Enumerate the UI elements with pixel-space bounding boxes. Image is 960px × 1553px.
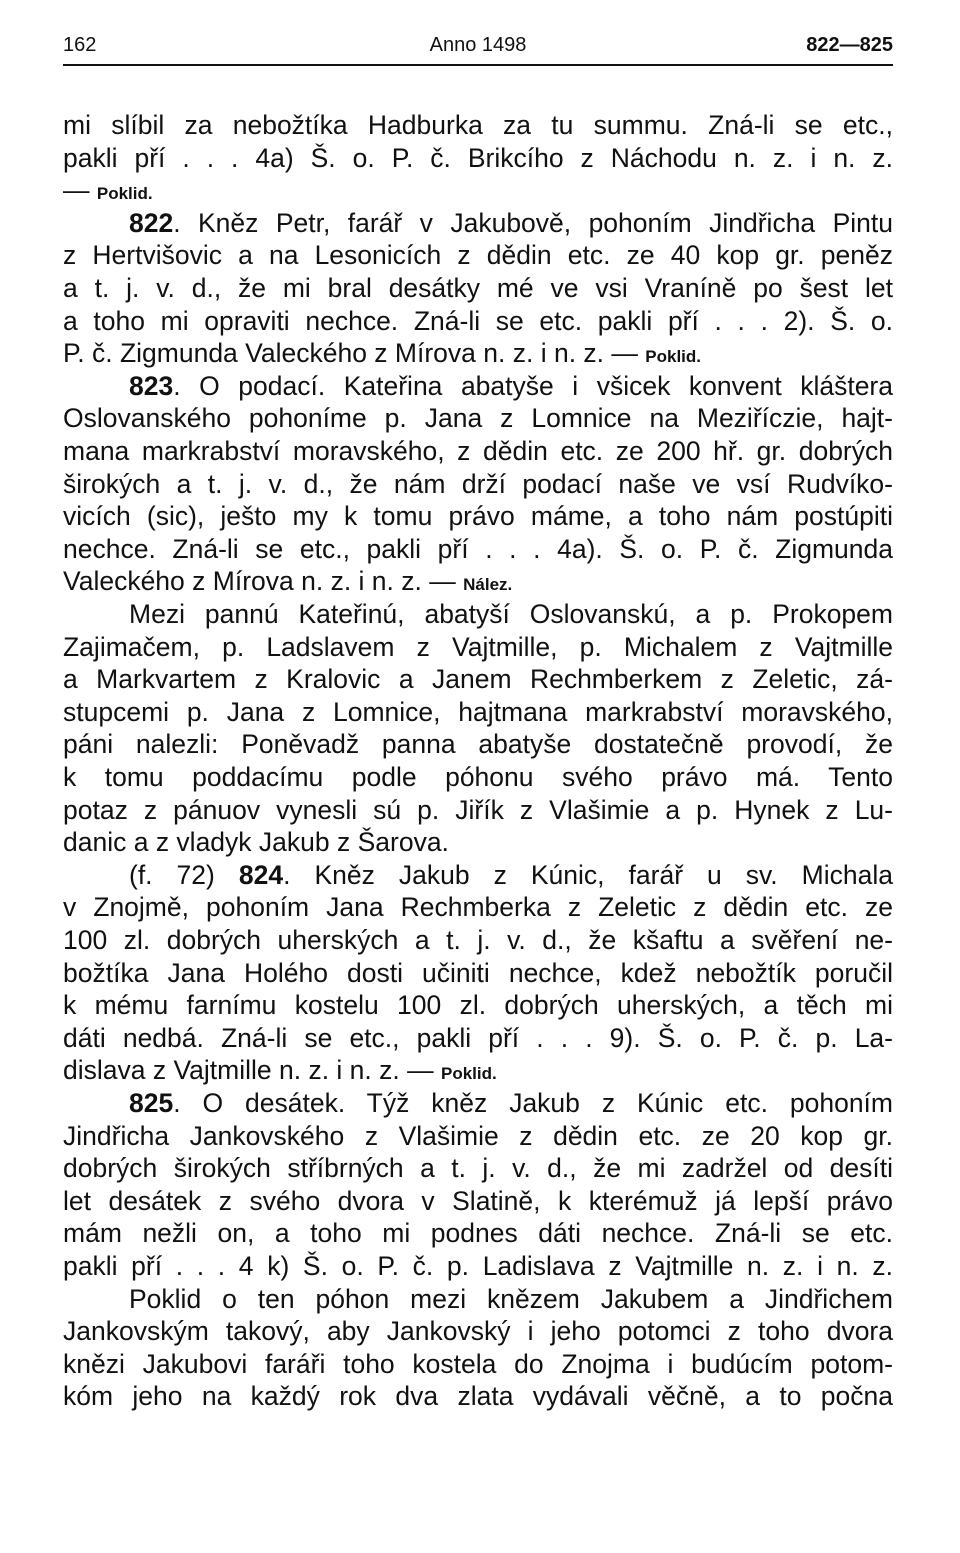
text-line [63,1186,893,1216]
text-line [63,1284,893,1314]
text-span: (f. 72) [129,859,239,890]
text-span: P. č. Zigmunda Valeckého z Mírova n. z. i n. z. — [63,338,646,369]
text-line [63,729,893,759]
text-span: Jankovským takový, aby Jankovský i jeho potomci z toho dvora [63,1316,893,1347]
text-span: knězi Jakubovi faráři toho kostela do Znojma i budúcím potom- [63,1348,893,1379]
text-line [63,1088,893,1118]
text-span: z Hertvišovic a na Lesonicích z dědin etc. ze 40 kop gr. peněz [63,240,893,271]
text-line [63,175,893,205]
text-line [63,1055,893,1085]
text-line [63,110,893,140]
text-span: širokých a t. j. v. d., že nám drží podací naše ve vsí Rudvíko- [63,468,893,499]
text-span: kóm jeho na každý rok dva zlata vydávali věčně, a to počna [63,1381,893,1412]
text-span: mi slíbil za nebožtíka Hadburka za tu summu. Zná-li se etc., [63,110,893,140]
text-line [63,371,893,401]
text-line [63,958,893,988]
text-span: nechce. Zná-li se etc., pakli pří . . . 4a). Š. o. P. č. Zigmunda [63,533,893,564]
text-span: mana markrabství moravského, z dědin etc. ze 200 hř. gr. dobrých [63,436,893,466]
text-span: danic a z vladyk Jakub z Šarova. [63,827,449,858]
text-span: a toho mi opraviti nechce. Zná-li se etc. pakli pří . . . 2). Š. o. [63,305,893,336]
text-line [63,795,893,825]
text-line [63,273,893,303]
outcome-label: Poklid. [441,1064,497,1084]
text-span: mám nežli on, a toho mi podnes dáti nechce. Zná-li se etc. [63,1218,893,1249]
page-number: 162 [63,34,97,56]
text-line [63,892,893,922]
text-line [63,436,893,466]
text-span: páni nalezli: Poněvadž panna abatyše dostatečně provodí, že [63,729,893,760]
text-span: . Kněz Petr, farář v Jakubově, pohoním Jindřicha Pintu [173,207,893,238]
text-span: — [63,175,97,206]
text-span: let desátek z svého dvora v Slatině, k kterémuž já lepší právo [63,1185,893,1216]
text-span: . O podací. Kateřina abatyše i všicek konvent kláštera [173,370,893,401]
running-header [63,34,893,62]
text-span: Oslovanského pohoníme p. Jana z Lomnice na Meziříczie, hajt- [63,403,893,434]
text-line [63,860,893,890]
outcome-label: Poklid. [645,347,701,367]
text-line [63,240,893,270]
text-span: Poklid o ten póhon mezi knězem Jakubem a Jindřichem [129,1283,893,1314]
text-span: k mému farnímu kostelu 100 zl. dobrých uherských, a těch mi [63,990,893,1021]
text-line [63,664,893,694]
text-line [63,1251,893,1281]
text-line [63,990,893,1020]
text-span: Zajimačem, p. Ladslavem z Vajtmille, p. Michalem z Vajtmille [63,631,893,662]
outcome-label: Poklid. [96,184,153,204]
text-span: dislava z Vajtmille n. z. i n. z. — [63,1055,441,1086]
text-span: . Kněz Jakub z Kúnic, farář u sv. Michala [283,859,893,890]
text-line [63,925,893,955]
text-line [63,143,893,173]
entry-range: 822—825 [806,34,893,56]
text-span: v Znojmě, pohoním Jana Rechmberka z Zeletic z dědin etc. ze [63,892,893,923]
text-line [63,338,893,368]
text-span: dobrých širokých stříbrných a t. j. v. d., že mi zadržel od desíti [63,1153,893,1184]
text-line [63,632,893,662]
text-line [63,208,893,238]
entry-number: 822 [129,207,174,238]
text-line [63,534,893,564]
text-line [63,469,893,499]
text-span: Jindřicha Jankovského z Vlašimie z dědin etc. ze 20 kop gr. [63,1120,893,1151]
text-span: dáti nedbá. Zná-li se etc., pakli pří . . . 9). Š. o. P. č. p. La- [63,1022,893,1053]
running-title: Anno 1498 [429,34,527,56]
text-span: a Markvartem z Kralovic a Janem Rechmberkem z Zeletic, zá- [63,664,893,695]
entry-number: 823 [129,370,174,401]
text-line [63,306,893,336]
entry-number: 825 [129,1088,174,1118]
header-rule [63,64,893,66]
text-line [63,403,893,433]
text-line [63,1121,893,1151]
outcome-label: Nález. [463,575,513,595]
text-span: a t. j. v. d., že mi bral desátky mé ve vsi Vraníně po šest let [63,273,893,303]
text-span: 100 zl. dobrých uherských a t. j. v. d., že kšaftu a svěření ne- [63,925,893,955]
text-span: pakli pří . . . 4 k) Š. o. P. č. p. Ladislava z Vajtmille n. z. i n. z. [63,1251,893,1281]
text-span: Mezi pannú Kateřinú, abatyší Oslovanskú, a p. Prokopem [129,599,893,629]
text-span: k tomu poddacímu podle póhonu svého právo má. Tento [63,762,893,792]
text-span: potaz z pánuov vynesli sú p. Jiřík z Vlašimie a p. Hynek z Lu- [63,794,893,825]
text-line [63,1023,893,1053]
text-line [63,501,893,531]
text-span: pakli pří . . . 4a) Š. o. P. č. Brikcího z Náchodu n. z. i n. z. [63,142,893,173]
text-line [63,1316,893,1346]
text-line [63,1218,893,1248]
text-span: božtíka Jana Holého dosti učiniti nechce, kdež nebožtík poručil [63,957,893,988]
text-line [63,697,893,727]
text-span: vicích (sic), ješto my k tomu právo máme, a toho nám postúpiti [63,501,893,532]
text-line [63,1381,893,1411]
text-line [63,1153,893,1183]
text-span: Valeckého z Mírova n. z. i n. z. — [63,566,464,597]
text-line [63,827,893,857]
text-span: stupcemi p. Jana z Lomnice, hajtmana markrabství moravského, [63,696,893,727]
text-line [63,599,893,629]
text-line [63,762,893,792]
text-line [63,566,893,596]
text-span: . O desátek. Týž kněz Jakub z Kúnic etc. pohoním [173,1088,893,1118]
entry-number: 824 [238,859,284,890]
text-line [63,1349,893,1379]
